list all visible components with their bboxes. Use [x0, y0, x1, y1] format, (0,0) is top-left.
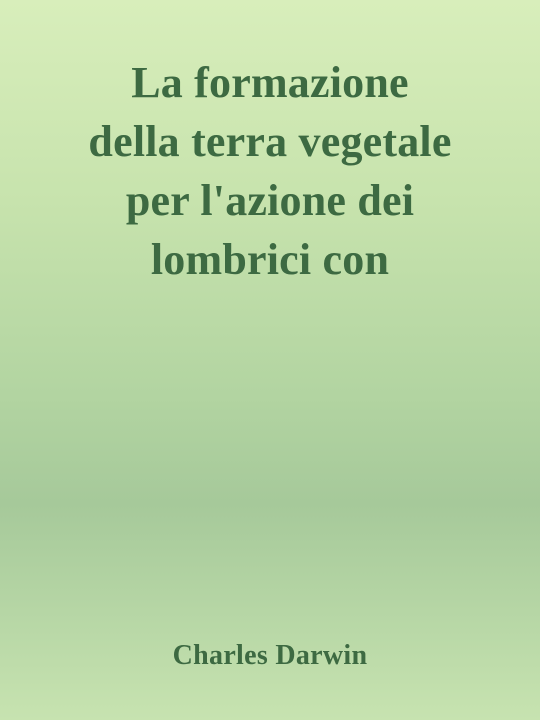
- book-title: [20, 53, 520, 289]
- title-line-3: per l'azione dei: [125, 176, 415, 225]
- book-author: Charles Darwin: [172, 640, 368, 671]
- title-line-4: lombrici con: [150, 235, 390, 284]
- title-line-1: La formazione: [131, 58, 409, 107]
- title-line-2: della terra vegetale: [88, 117, 452, 166]
